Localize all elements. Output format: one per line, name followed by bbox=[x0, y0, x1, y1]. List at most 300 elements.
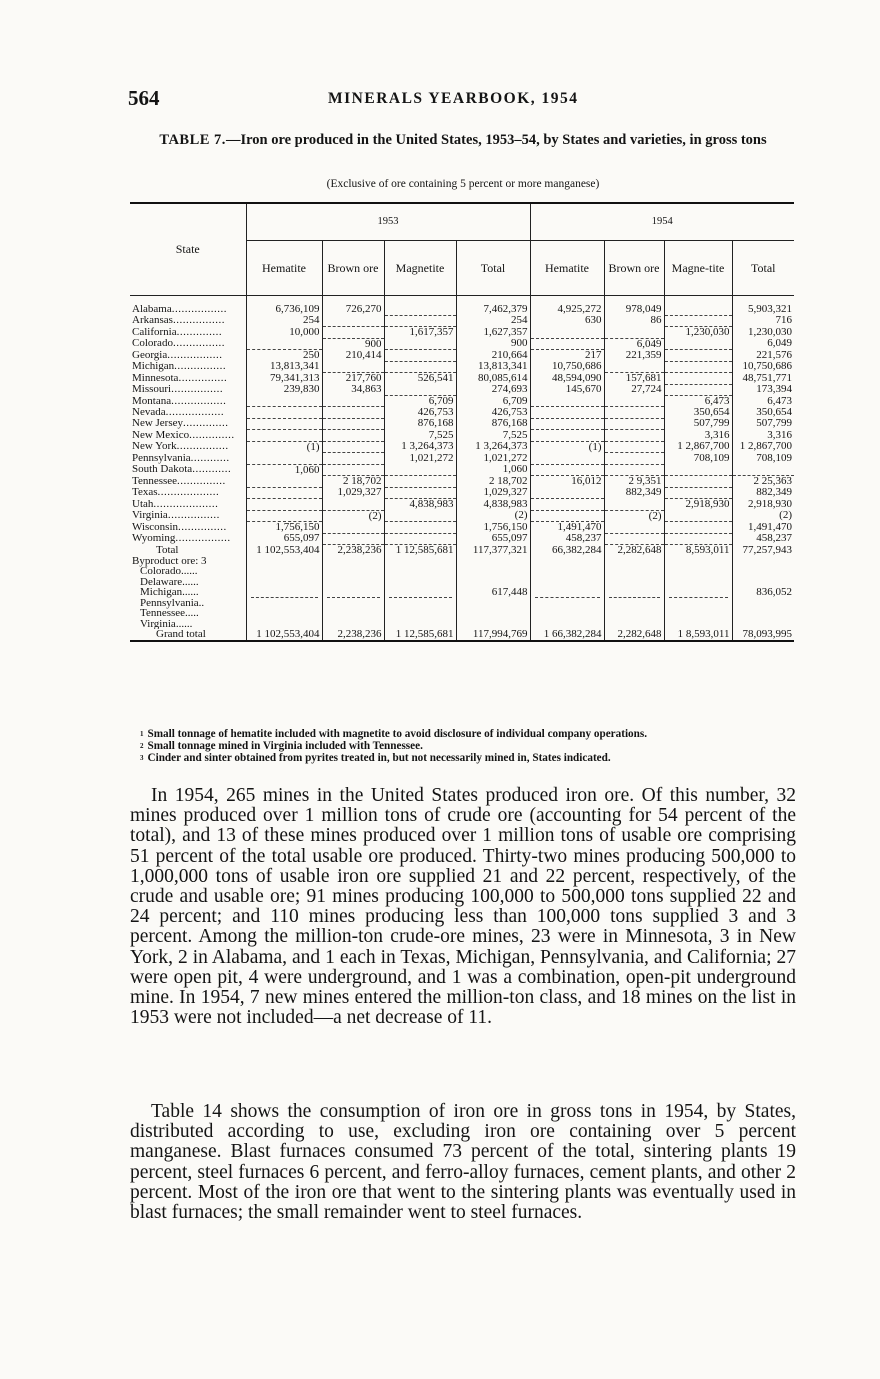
state-header: State bbox=[130, 203, 246, 296]
table-cell bbox=[322, 315, 384, 327]
table-cell: 1,230,030 bbox=[732, 327, 794, 339]
table-cell bbox=[322, 533, 384, 545]
table-cell: 2,238,236 bbox=[322, 629, 384, 641]
table-row bbox=[130, 350, 794, 362]
table-cell: 7,525 bbox=[456, 430, 530, 442]
table-cell: 6,049 bbox=[732, 338, 794, 350]
table-cell: 507,799 bbox=[664, 418, 732, 430]
table-cell bbox=[664, 510, 732, 522]
table-row bbox=[130, 522, 794, 534]
table-cell: 2 18,702 bbox=[322, 476, 384, 488]
table-cell: 1 2,867,700 bbox=[732, 441, 794, 453]
table-cell bbox=[604, 453, 664, 465]
table-row bbox=[130, 464, 794, 476]
table-cell bbox=[246, 430, 322, 442]
table-cell: 726,270 bbox=[322, 304, 384, 315]
state-name: Tennessee............... bbox=[132, 475, 226, 487]
state-label: New York bbox=[132, 441, 177, 452]
table-cell: 876,168 bbox=[456, 418, 530, 430]
table-cell bbox=[530, 556, 604, 630]
table-cell: 27,724 bbox=[604, 384, 664, 396]
table-cell bbox=[664, 384, 732, 396]
table-cell: 2,918,930 bbox=[732, 499, 794, 511]
state-name: Virginia................ bbox=[132, 510, 220, 521]
footnote-mark: 1 bbox=[140, 730, 144, 738]
byproduct-state: Delaware...... bbox=[140, 575, 199, 588]
table-footnotes bbox=[140, 728, 800, 764]
table-cell: 239,830 bbox=[246, 384, 322, 396]
table-cell: 1,060 bbox=[456, 464, 530, 476]
table-cell: 708,109 bbox=[664, 453, 732, 465]
byproduct-label bbox=[130, 556, 246, 630]
table-cell: 4,838,983 bbox=[456, 499, 530, 511]
table-cell bbox=[530, 464, 604, 476]
table-cell bbox=[732, 464, 794, 476]
table-cell: 2 18,702 bbox=[456, 476, 530, 488]
table-cell: 1,029,327 bbox=[456, 487, 530, 499]
state-name: Colorado................ bbox=[132, 338, 225, 349]
table-cell bbox=[384, 556, 456, 630]
table-cell bbox=[322, 407, 384, 419]
state-label: Wisconsin bbox=[132, 521, 178, 533]
table-cell: 1 3,264,373 bbox=[384, 441, 456, 453]
table-cell: 1 12,585,681 bbox=[384, 545, 456, 556]
table-row bbox=[130, 499, 794, 511]
col-header: Brown ore bbox=[322, 241, 384, 296]
table-cell: 458,237 bbox=[530, 533, 604, 545]
table-cell bbox=[322, 464, 384, 476]
table-cell: 4,925,272 bbox=[530, 304, 604, 315]
table-cell bbox=[530, 499, 604, 511]
table-caption-label: TABLE 7. bbox=[159, 132, 226, 148]
table-cell: 2,282,648 bbox=[604, 545, 664, 556]
table-cell: 1 3,264,373 bbox=[456, 441, 530, 453]
table-cell: 13,813,341 bbox=[456, 361, 530, 373]
col-header: Hematite bbox=[530, 241, 604, 296]
state-label: Minnesota bbox=[132, 372, 179, 384]
table-cell: 655,097 bbox=[246, 533, 322, 545]
table-cell bbox=[322, 361, 384, 373]
footnote-mark: 2 bbox=[140, 742, 144, 750]
table-row bbox=[130, 373, 794, 385]
table-cell bbox=[530, 338, 604, 350]
table-cell: 10,750,686 bbox=[530, 361, 604, 373]
table-cell: 78,093,995 bbox=[732, 629, 794, 641]
table-cell bbox=[604, 499, 664, 511]
table-cell bbox=[384, 464, 456, 476]
table-cell bbox=[384, 361, 456, 373]
page-number: 564 bbox=[128, 86, 160, 110]
byproduct-state-label: Virginia bbox=[140, 617, 176, 629]
table-cell: 250 bbox=[246, 350, 322, 362]
col-header: Hematite bbox=[246, 241, 322, 296]
state-name: Wisconsin............... bbox=[132, 521, 227, 533]
state-name: Utah.................... bbox=[132, 498, 219, 510]
table-cell: 1,756,150 bbox=[456, 522, 530, 534]
table-cell: 7,462,379 bbox=[456, 304, 530, 315]
table-cell bbox=[322, 430, 384, 442]
table-cell bbox=[664, 315, 732, 327]
table-row bbox=[130, 361, 794, 373]
body-paragraph-2: Table 14 shows the consumption of iron ore in gross tons in 1954, by States, distributed according to use, excluding iron ore containing over 5 percent manganese. Blast furnaces consumed 73 percent of the total, sintering plants 19 percent, steel furnaces 6 percent, and ferro-alloy furnaces, cement plants, and other 2 percent. Most of the iron ore that went to the sintering plants was eventually used in blast furnaces; the small remainder went to steel furnaces. bbox=[130, 1101, 796, 1224]
col-header: Magnetite bbox=[384, 241, 456, 296]
table-cell: 900 bbox=[456, 338, 530, 350]
table-cell bbox=[246, 499, 322, 511]
table-cell: 6,049 bbox=[604, 338, 664, 350]
table-cell bbox=[246, 556, 322, 630]
table-cell: 1 8,593,011 bbox=[664, 629, 732, 641]
table-cell: 221,359 bbox=[604, 350, 664, 362]
table-cell: 254 bbox=[456, 315, 530, 327]
table-row bbox=[130, 407, 794, 419]
table-cell: 4,838,983 bbox=[384, 499, 456, 511]
table-cell: 66,382,284 bbox=[530, 545, 604, 556]
table-cell bbox=[664, 373, 732, 385]
table-cell: 1,230,030 bbox=[664, 327, 732, 339]
table-cell bbox=[604, 556, 664, 630]
byproduct-state-label: Tennessee bbox=[140, 607, 186, 619]
byproduct-heading: Byproduct ore: 3 bbox=[132, 555, 207, 567]
table-cell bbox=[530, 418, 604, 430]
byproduct-state: Colorado...... bbox=[140, 565, 198, 577]
table-cell: 1,021,272 bbox=[456, 453, 530, 465]
footnote bbox=[140, 752, 800, 764]
state-label: New Jersey bbox=[132, 418, 184, 429]
table-cell: 630 bbox=[530, 315, 604, 327]
table-cell: 655,097 bbox=[456, 533, 530, 545]
col-header: Total bbox=[456, 241, 530, 296]
table-cell: 507,799 bbox=[732, 418, 794, 430]
iron-ore-table bbox=[130, 202, 794, 642]
table-cell bbox=[246, 338, 322, 350]
table-cell: 426,753 bbox=[456, 407, 530, 419]
table-cell: 1,029,327 bbox=[322, 487, 384, 499]
table-cell bbox=[604, 430, 664, 442]
table-cell: 210,414 bbox=[322, 350, 384, 362]
state-name: Georgia................. bbox=[132, 349, 223, 361]
table-cell: 274,693 bbox=[456, 384, 530, 396]
table-cell bbox=[384, 304, 456, 315]
table-row bbox=[130, 304, 794, 315]
table-cell bbox=[664, 338, 732, 350]
table-cell: 6,709 bbox=[456, 396, 530, 407]
footnote-text: Small tonnage mined in Virginia included with Tennessee. bbox=[147, 740, 423, 752]
state-label: Alabama bbox=[132, 304, 172, 315]
state-label: New Mexico bbox=[132, 429, 190, 441]
table-cell bbox=[604, 418, 664, 430]
table-row bbox=[130, 315, 794, 327]
table-cell: (1) bbox=[530, 441, 604, 453]
table-cell: 1,491,470 bbox=[530, 522, 604, 534]
table-row bbox=[130, 327, 794, 339]
table-cell: 7,525 bbox=[384, 430, 456, 442]
col-header: Brown ore bbox=[604, 241, 664, 296]
footnote-mark: 3 bbox=[140, 754, 144, 762]
table-cell: 79,341,313 bbox=[246, 373, 322, 385]
running-head: MINERALS YEARBOOK, 1954 bbox=[328, 90, 579, 107]
state-label: Virginia bbox=[132, 510, 168, 521]
byproduct-row bbox=[130, 556, 794, 630]
table-row bbox=[130, 487, 794, 499]
table-cell: 5,903,321 bbox=[732, 304, 794, 315]
table-cell bbox=[664, 556, 732, 630]
state-label: Arkansas bbox=[132, 315, 173, 326]
table-cell: (1) bbox=[246, 441, 322, 453]
table-cell bbox=[664, 361, 732, 373]
grand-total-label: Grand total bbox=[156, 629, 206, 640]
total-row bbox=[130, 545, 794, 556]
table-cell bbox=[322, 418, 384, 430]
table-cell: 2 9,351 bbox=[604, 476, 664, 488]
table-cell: 350,654 bbox=[732, 407, 794, 419]
state-name: New Jersey.............. bbox=[132, 418, 229, 429]
table-cell: 117,994,769 bbox=[456, 629, 530, 641]
table-row bbox=[130, 441, 794, 453]
col-header: Magne-tite bbox=[664, 241, 732, 296]
table-row bbox=[130, 384, 794, 396]
byproduct-state-label: Delaware bbox=[140, 575, 183, 588]
table-cell: 10,000 bbox=[246, 327, 322, 339]
table-cell: 3,316 bbox=[732, 430, 794, 442]
table-cell bbox=[384, 533, 456, 545]
table-cell: 10,750,686 bbox=[732, 361, 794, 373]
table-cell bbox=[384, 315, 456, 327]
table-cell: 217 bbox=[530, 350, 604, 362]
table-cell: 716 bbox=[732, 315, 794, 327]
table-cell bbox=[530, 407, 604, 419]
state-name: Nevada.................. bbox=[132, 406, 225, 418]
table-cell: (2) bbox=[456, 510, 530, 522]
table-cell bbox=[246, 407, 322, 419]
state-label: Utah bbox=[132, 498, 154, 510]
table-cell: 254 bbox=[246, 315, 322, 327]
table-cell: 1,491,470 bbox=[732, 522, 794, 534]
table-cell: 2 25,363 bbox=[732, 476, 794, 488]
table-row bbox=[130, 430, 794, 442]
table-cell: 350,654 bbox=[664, 407, 732, 419]
table-cell bbox=[664, 533, 732, 545]
table-cell bbox=[664, 350, 732, 362]
table-cell bbox=[604, 407, 664, 419]
table-cell: 221,576 bbox=[732, 350, 794, 362]
table-cell bbox=[604, 441, 664, 453]
table-cell: 2,282,648 bbox=[604, 629, 664, 641]
byproduct-state: Tennessee..... bbox=[140, 607, 199, 619]
table-subcaption: (Exclusive of ore containing 5 percent or more manganese) bbox=[326, 178, 600, 190]
table-cell: 145,670 bbox=[530, 384, 604, 396]
table-cell bbox=[664, 304, 732, 315]
state-name: New Mexico.............. bbox=[132, 429, 235, 441]
table-cell bbox=[604, 464, 664, 476]
table-row bbox=[130, 396, 794, 407]
table-cell: 157,681 bbox=[604, 373, 664, 385]
state-name: Michigan................ bbox=[132, 361, 227, 372]
table-cell bbox=[664, 487, 732, 499]
table-cell bbox=[664, 476, 732, 488]
table-cell bbox=[530, 430, 604, 442]
table-cell bbox=[384, 350, 456, 362]
table-cell bbox=[322, 441, 384, 453]
state-label: Nevada bbox=[132, 406, 166, 418]
state-name: New York................ bbox=[132, 441, 229, 452]
table-row bbox=[130, 418, 794, 430]
state-name: California.............. bbox=[132, 326, 223, 338]
table-cell: (2) bbox=[322, 510, 384, 522]
byproduct-state-label: Colorado bbox=[140, 565, 181, 577]
table-cell bbox=[322, 499, 384, 511]
table-cell bbox=[604, 361, 664, 373]
table-cell: 217,760 bbox=[322, 373, 384, 385]
body-paragraph-1: In 1954, 265 mines in the United States produced iron ore. Of this number, 32 mines produced over 1 million tons of crude ore (accounting for 54 percent of the total), and 13 of these mines produced over 1 million tons of usable ore comprising 51 percent of the total usable ore produced. Thirty-two mines producing 500,000 to 1,000,000 tons of usable iron ore supplied 21 and 22 percent, respectively, of the crude and usable ore; 91 mines producing 100,000 to 500,000 tons supplied 22 and 24 percent; and 110 mines producing less than 100,000 tons supplied 3 and 3 percent. Among the million-ton crude-ore mines, 23 were in Minnesota, 3 in New York, 2 in Alabama, and 1 each in Texas, Michigan, Pennsylvania, and California; 27 were open pit, 4 were underground, and 1 was a combination, open-pit underground mine. In 1954, 7 new mines entered the million-ton class, and 18 mines on the list in 1953 were not included—a net decrease of 11. bbox=[130, 785, 796, 1029]
footnote-text: Cinder and sinter obtained from pyrites treated in, but not necessarily mined in, States indicated. bbox=[147, 752, 611, 764]
byproduct-state-label: Pennsylvania bbox=[140, 596, 199, 609]
table-cell: 117,377,321 bbox=[456, 545, 530, 556]
table-cell: 458,237 bbox=[732, 533, 794, 545]
table-cell: 426,753 bbox=[384, 407, 456, 419]
table-cell bbox=[322, 556, 384, 630]
table-cell bbox=[322, 396, 384, 407]
state-label: South Dakota bbox=[132, 464, 193, 475]
table-cell: 48,751,771 bbox=[732, 373, 794, 385]
table-cell: 3,316 bbox=[664, 430, 732, 442]
table-cell: 80,085,614 bbox=[456, 373, 530, 385]
table-cell: 86 bbox=[604, 315, 664, 327]
table-cell: 876,168 bbox=[384, 418, 456, 430]
state-label: Michigan bbox=[132, 361, 175, 372]
table-cell: 526,541 bbox=[384, 373, 456, 385]
table-cell: 1 66,382,284 bbox=[530, 629, 604, 641]
table-row bbox=[130, 476, 794, 488]
year-header-1953: 1953 bbox=[246, 203, 530, 241]
table-cell: 48,594,090 bbox=[530, 373, 604, 385]
state-name: Montana................. bbox=[132, 395, 227, 407]
table-caption bbox=[130, 132, 796, 148]
table-cell: 1 102,553,404 bbox=[246, 545, 322, 556]
table-cell: 617,448 bbox=[456, 556, 530, 630]
table-cell: 13,813,341 bbox=[246, 361, 322, 373]
table-cell bbox=[530, 487, 604, 499]
byproduct-state: Michigan...... bbox=[140, 586, 199, 598]
table-cell: 6,736,109 bbox=[246, 304, 322, 315]
table-cell: 1 2,867,700 bbox=[664, 441, 732, 453]
table-cell bbox=[530, 510, 604, 522]
table-cell bbox=[246, 453, 322, 465]
byproduct-state: Virginia...... bbox=[140, 617, 193, 629]
state-name: South Dakota............ bbox=[132, 464, 232, 475]
table-cell: 77,257,943 bbox=[732, 545, 794, 556]
table-cell bbox=[530, 453, 604, 465]
table-cell: 1,756,150 bbox=[246, 522, 322, 534]
state-label: Tennessee bbox=[132, 475, 178, 487]
table-cell: 16,012 bbox=[530, 476, 604, 488]
table-row bbox=[130, 510, 794, 522]
table-cell: 1,060 bbox=[246, 464, 322, 476]
table-row bbox=[130, 338, 794, 350]
table-cell bbox=[664, 464, 732, 476]
table-cell: 34,863 bbox=[322, 384, 384, 396]
table-cell: 1 12,585,681 bbox=[384, 629, 456, 641]
table-cell: 978,049 bbox=[604, 304, 664, 315]
table-cell: 6,473 bbox=[732, 396, 794, 407]
state-name: Arkansas................ bbox=[132, 315, 225, 326]
state-label: Texas bbox=[132, 487, 158, 498]
table-cell bbox=[384, 384, 456, 396]
table-cell: 8,593,011 bbox=[664, 545, 732, 556]
table-cell: 6,473 bbox=[664, 396, 732, 407]
table-cell: 173,394 bbox=[732, 384, 794, 396]
table-cell: 1,617,357 bbox=[384, 327, 456, 339]
table-body bbox=[130, 296, 794, 641]
table-cell bbox=[384, 487, 456, 499]
state-name: Alabama................. bbox=[132, 304, 227, 315]
year-header-1954: 1954 bbox=[530, 203, 794, 241]
table-cell: 2,918,930 bbox=[664, 499, 732, 511]
state-name: Missouri................ bbox=[132, 384, 224, 395]
table-cell bbox=[246, 418, 322, 430]
table-cell bbox=[530, 327, 604, 339]
table-cell bbox=[604, 522, 664, 534]
table-row bbox=[130, 453, 794, 465]
grand-total-row bbox=[130, 629, 794, 641]
state-label: California bbox=[132, 326, 177, 338]
table-cell: 1 102,553,404 bbox=[246, 629, 322, 641]
table-cell: 210,664 bbox=[456, 350, 530, 362]
footnote bbox=[140, 728, 800, 740]
table-cell: 836,052 bbox=[732, 556, 794, 630]
table-cell bbox=[246, 396, 322, 407]
state-name: Wyoming................. bbox=[132, 533, 231, 544]
state-label: Pennsylvania bbox=[132, 452, 191, 464]
table-cell: 2,238,236 bbox=[322, 545, 384, 556]
table-cell: 882,349 bbox=[604, 487, 664, 499]
table-cell bbox=[384, 338, 456, 350]
state-name: Minnesota............... bbox=[132, 372, 228, 384]
table-cell: 1,627,357 bbox=[456, 327, 530, 339]
state-name: Pennsylvania............ bbox=[132, 452, 230, 464]
table-cell: 6,709 bbox=[384, 396, 456, 407]
table-cell bbox=[604, 533, 664, 545]
state-label: Georgia bbox=[132, 349, 168, 361]
table-cell: (2) bbox=[604, 510, 664, 522]
table-cell bbox=[384, 510, 456, 522]
footnote-text: Small tonnage of hematite included with magnetite to avoid disclosure of individual company operations. bbox=[147, 728, 648, 740]
table-cell bbox=[246, 487, 322, 499]
table-cell bbox=[530, 396, 604, 407]
col-header: Total bbox=[732, 241, 794, 296]
table-cell bbox=[246, 476, 322, 488]
table-cell: 882,349 bbox=[732, 487, 794, 499]
byproduct-state: Pennsylvania.. bbox=[140, 596, 205, 609]
state-label: Montana bbox=[132, 395, 172, 407]
table-cell bbox=[322, 327, 384, 339]
table-cell bbox=[246, 510, 322, 522]
table-row bbox=[130, 533, 794, 545]
table-cell: 1,021,272 bbox=[384, 453, 456, 465]
table-cell bbox=[322, 453, 384, 465]
state-name: Texas................... bbox=[132, 487, 220, 498]
table-caption-text: —Iron ore produced in the United States, 1953–54, by States and varieties, in gross tons bbox=[225, 132, 767, 148]
state-label: Wyoming bbox=[132, 533, 176, 544]
table-cell bbox=[604, 327, 664, 339]
table-cell bbox=[604, 396, 664, 407]
state-label: Missouri bbox=[132, 384, 172, 395]
total-label: Total bbox=[156, 544, 179, 556]
table-cell bbox=[384, 522, 456, 534]
table-cell: (2) bbox=[732, 510, 794, 522]
table-cell bbox=[322, 522, 384, 534]
table-cell bbox=[384, 476, 456, 488]
table-cell: 900 bbox=[322, 338, 384, 350]
